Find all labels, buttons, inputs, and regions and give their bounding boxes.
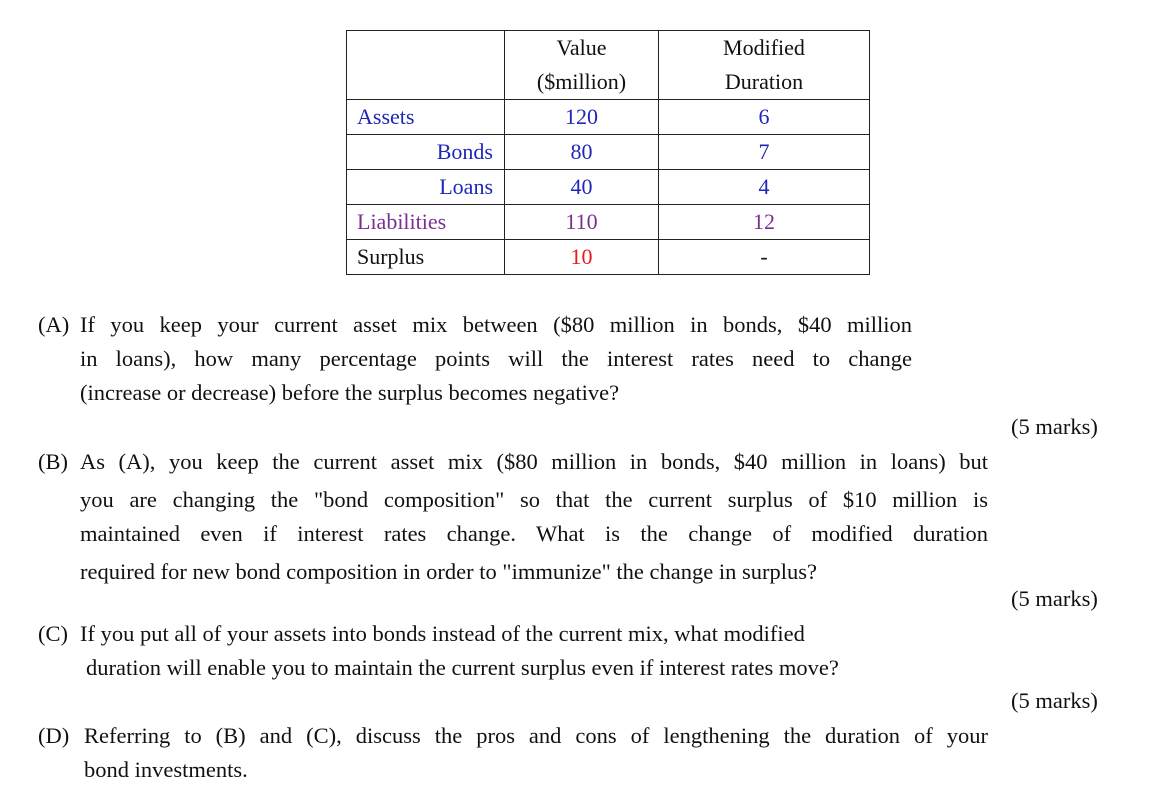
question-d xyxy=(38,719,993,782)
table-header-row xyxy=(347,31,870,100)
question-a xyxy=(38,308,918,412)
question-b-line: you are changing the "bond composition" so that the current surplus of $10 million is xyxy=(80,487,988,512)
table-row-surplus xyxy=(347,240,870,275)
question-b-marks: (5 marks) xyxy=(1011,586,1098,611)
question-c-tag: (C) xyxy=(38,621,68,646)
row-label-bonds: Bonds xyxy=(347,135,505,170)
header-value-line2: ($million) xyxy=(536,69,627,94)
header-duration xyxy=(659,31,870,100)
row-duration-bonds: 7 xyxy=(659,135,870,170)
row-duration-assets: 6 xyxy=(659,100,870,135)
question-a-marks: (5 marks) xyxy=(1011,414,1098,439)
row-label-assets: Assets xyxy=(347,100,505,135)
question-b-text xyxy=(80,445,988,589)
question-c xyxy=(38,617,953,687)
row-value-bonds: 80 xyxy=(505,135,659,170)
header-empty-cell xyxy=(347,31,505,100)
question-d-tag: (D) xyxy=(38,723,70,748)
question-a-tag: (A) xyxy=(38,312,70,337)
row-value-surplus: 10 xyxy=(505,240,659,275)
row-label-liabilities: Liabilities xyxy=(347,205,505,240)
row-duration-liabilities: 12 xyxy=(659,205,870,240)
question-b-line: maintained even if interest rates change. What is the change of modified duration xyxy=(80,521,988,546)
question-a-line: in loans), how many percentage points will the interest rates need to change xyxy=(80,346,912,371)
financial-table xyxy=(346,30,870,275)
question-b-line: As (A), you keep the current asset mix ($80 million in bonds, $40 million in loans) but xyxy=(80,449,988,474)
question-b-tag: (B) xyxy=(38,449,68,474)
question-b xyxy=(38,445,993,585)
table-row-loans xyxy=(347,170,870,205)
question-b-line: required for new bond composition in order to "immunize" the change in surplus? xyxy=(80,559,817,584)
row-label-surplus: Surplus xyxy=(347,240,505,275)
question-c-marks: (5 marks) xyxy=(1011,688,1098,713)
row-label-loans: Loans xyxy=(347,170,505,205)
table-row-assets xyxy=(347,100,870,135)
row-value-liabilities: 110 xyxy=(505,205,659,240)
question-a-line: (increase or decrease) before the surplus becomes negative? xyxy=(80,380,620,405)
question-c-text xyxy=(80,617,952,685)
table-row-liabilities xyxy=(347,205,870,240)
row-duration-loans: 4 xyxy=(659,170,870,205)
header-value xyxy=(505,31,659,100)
question-c-line: If you put all of your assets into bonds instead of the current mix, what modified xyxy=(80,621,805,646)
question-a-line: If you keep your current asset mix between ($80 million in bonds, $40 million xyxy=(80,312,912,337)
question-c-line: duration will enable you to maintain the current surplus even if interest rates move? xyxy=(86,655,839,680)
row-value-assets: 120 xyxy=(505,100,659,135)
header-duration-line2: Duration xyxy=(724,69,804,94)
header-value-line1: Value xyxy=(556,35,607,60)
question-d-line: Referring to (B) and (C), discuss the pros and cons of lengthening the duration of your xyxy=(84,723,988,748)
table-row-bonds xyxy=(347,135,870,170)
row-duration-surplus: - xyxy=(659,240,870,275)
header-duration-line1: Modified xyxy=(723,35,805,60)
row-value-loans: 40 xyxy=(505,170,659,205)
question-d-line: bond investments. xyxy=(84,757,248,782)
question-a-text xyxy=(80,308,912,410)
